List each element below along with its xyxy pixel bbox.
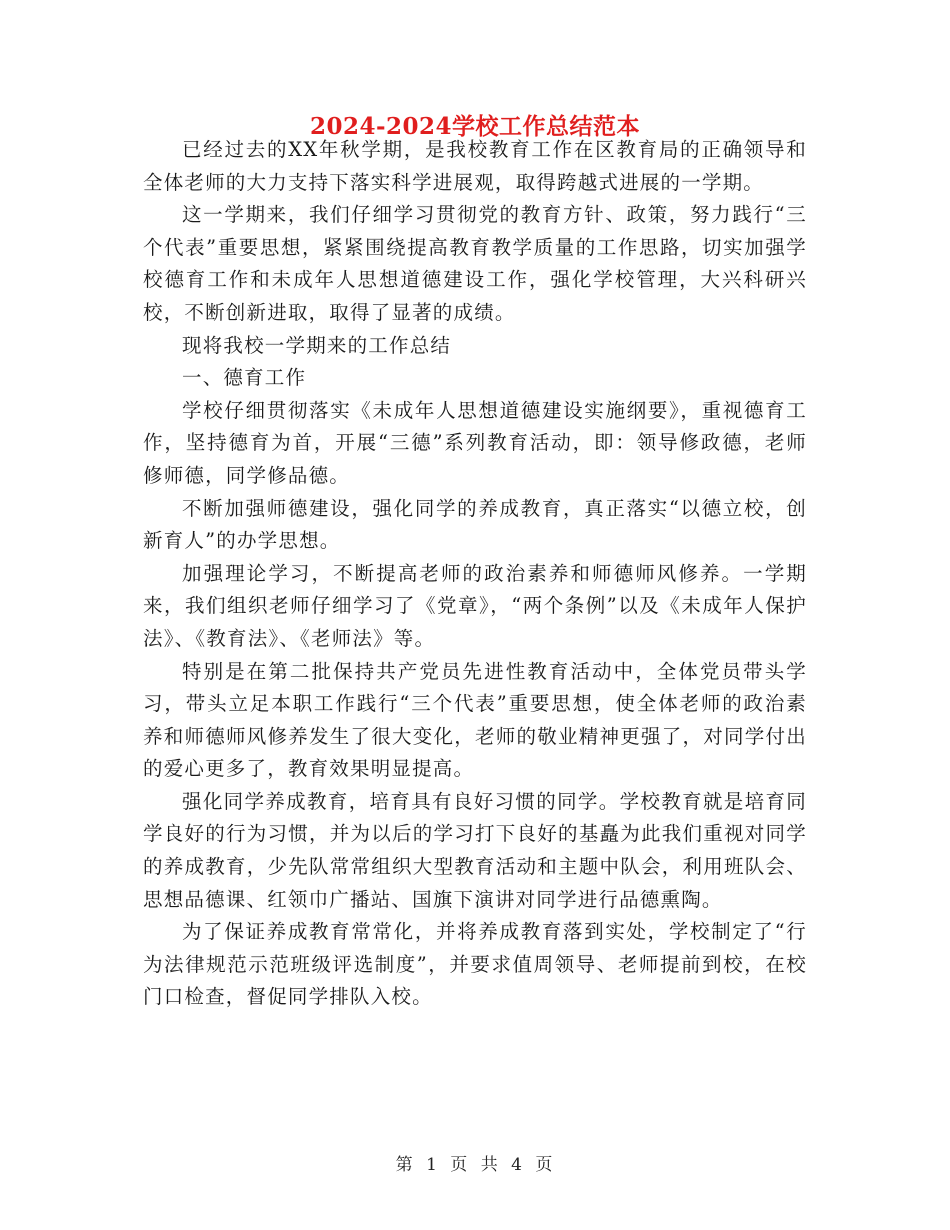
page-number-footer: 第 1 页 共 4 页 [395, 1155, 555, 1175]
paragraph-moral-implementation: 学校仔细贯彻落实《未成年人思想道德建设实施纲要》，重视德育工作，坚持德育为首，开展“三德”系列教育活动，即：领导修政德，老师修师德，同学修品德。 [143, 398, 807, 487]
section-heading-moral-education: 一、德育工作 [182, 366, 307, 390]
paragraph-theory-study: 加强理论学习，不断提高老师的政治素养和师德师风修养。一学期来，我们组织老师仔细学习了《党章》，“两个条例”以及《未成年人保护法》、《教育法》、《老师法》等。 [143, 561, 807, 650]
paragraph-habit-education: 强化同学养成教育，培育具有良好习惯的同学。学校教育就是培育同学良好的行为习惯，并为以后的学习打下良好的基矗为此我们重视对同学的养成教育，少先队常常组织大型教育活动和主题中队会，利用班队会、思想品德课、红领巾广播站、国旗下演讲对同学进行品德熏陶。 [143, 789, 807, 911]
document-body [143, 134, 807, 1014]
paragraph-regular-education: 为了保证养成教育常常化，并将养成教育落到实处，学校制定了“行为法律规范示范班级评选制度”，并要求值周领导、老师提前到校，在校门口检查，督促同学排队入校。 [143, 920, 807, 1009]
document-title: 2024-2024学校工作总结范本 [309, 113, 641, 140]
paragraph-intro: 已经过去的XX年秋学期，是我校教育工作在区教育局的正确领导和全体老师的大力支持下落实科学进展观，取得跨越式进展的一学期。 [143, 138, 807, 194]
paragraph-semester-overview: 这一学期来，我们仔细学习贯彻党的教育方针、政策，努力践行“三个代表”重要思想，紧紧围绕提高教育教学质量的工作思路，切实加强学校德育工作和未成年人思想道德建设工作，强化学校管理，大兴科研兴校，不断创新进取，取得了显著的成绩。 [143, 203, 807, 324]
paragraph-party-education: 特别是在第二批保持共产党员先进性教育活动中，全体党员带头学习，带头立足本职工作践行“三个代表”重要思想，使全体老师的政治素养和师德师风修养发生了很大变化，老师的敬业精神更强了，对同学付出的爱心更多了，教育效果明显提高。 [143, 659, 807, 781]
paragraph-teacher-ethics: 不断加强师德建设，强化同学的养成教育，真正落实“以德立校，创新育人”的办学思想。 [143, 496, 807, 553]
paragraph-summary-lead: 现将我校一学期来的工作总结 [182, 333, 452, 357]
